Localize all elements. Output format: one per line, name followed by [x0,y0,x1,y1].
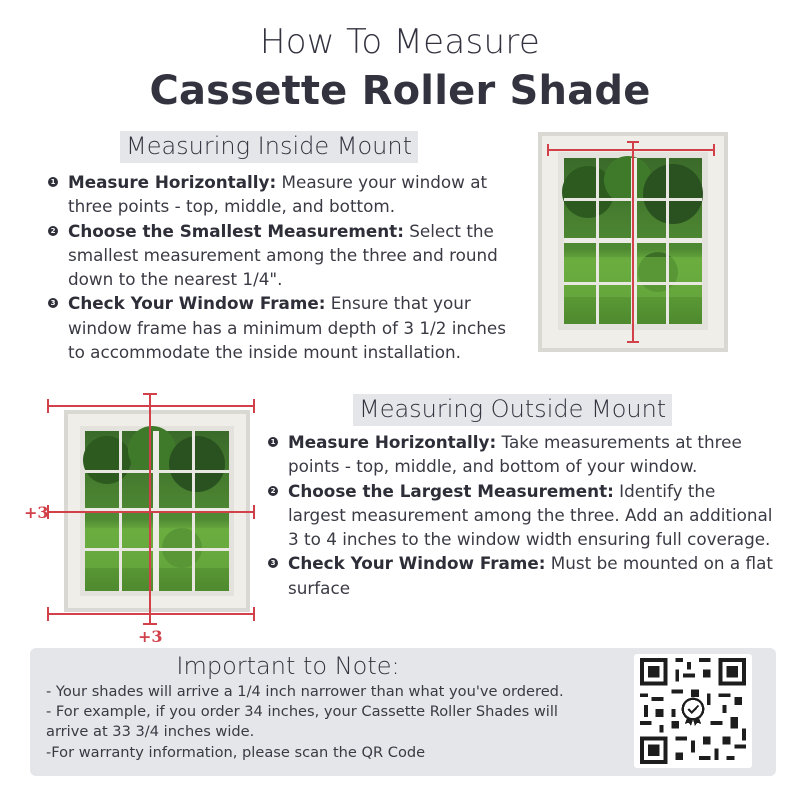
inside-step-3: 3 Check Your Window Frame: Ensure that your window frame has a minimum depth of 3 1/2 inches to accommodate the inside mount installation. [48,291,508,364]
note-line-1: - Your shades will arrive a 1/4 inch narrower than what you've ordered. [46,683,564,700]
inside-mount-window-illustration [538,132,730,354]
outside-mount-window-illustration [22,388,262,650]
important-note-title: Important to Note: [176,652,400,680]
outside-mount-steps [268,430,774,600]
note-line-3: arrive at 33 3/4 inches wide. [46,723,255,740]
outside-bottom-label: +3 [138,627,163,646]
inside-step-1: 1 Measure Horizontally: Measure your window at three points - top, middle, and bottom. [48,170,508,219]
inside-mount-steps [48,170,508,364]
warranty-qr-code[interactable] [634,654,752,768]
inside-step-2: 2 Choose the Smallest Measurement: Select the smallest measurement among the three and round down to the nearest 1/4". [48,219,508,292]
outside-step-1: 1 Measure Horizontally: Take measurements at three points - top, middle, and bottom of your window. [268,430,774,479]
note-line-4: -For warranty information, please scan the QR Code [46,744,426,761]
outside-mount-heading: Measuring Outside Mount [353,394,672,426]
qr-code-icon [634,654,752,768]
page-title-line1: How To Measure [259,22,541,62]
inside-mount-heading: Measuring Inside Mount [120,131,418,163]
outside-step-3: 3 Check Your Window Frame: Must be mounted on a flat surface [268,551,774,600]
note-line-2: - For example, if you order 34 inches, your Cassette Roller Shades will [46,703,558,720]
outside-left-label: +3 [24,503,49,522]
outside-step-2: 2 Choose the Largest Measurement: Identify the largest measurement among the three. Add an additional 3 to 4 inches to the window width ensuring full coverage. [268,479,774,552]
page-title-line2: Cassette Roller Shade [149,68,651,114]
